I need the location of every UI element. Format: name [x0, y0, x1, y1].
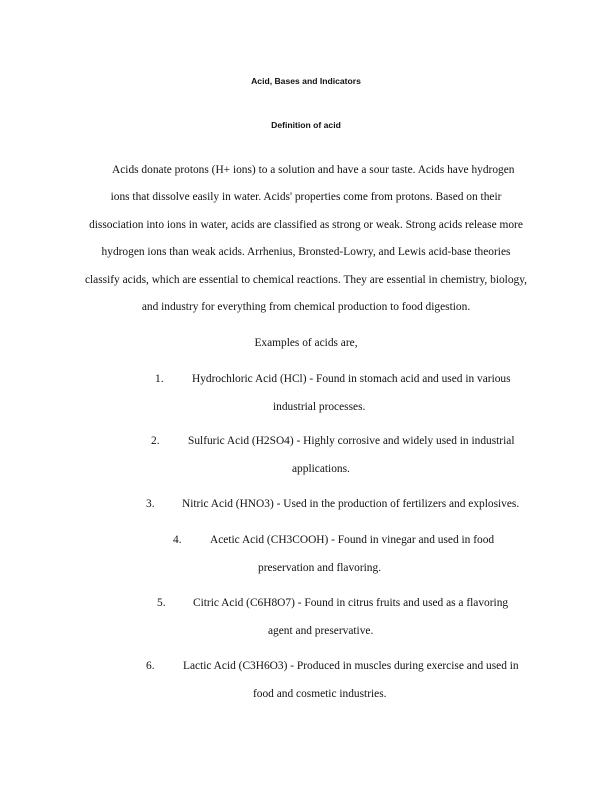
list-text-cont: preservation and flavoring.: [258, 562, 382, 574]
list-text-cont: food and cosmetic industries.: [253, 688, 387, 700]
list-number: 6.: [146, 660, 155, 672]
paragraph-line: dissociation into ions in water, acids are classified as strong or weak. Strong acids release more: [89, 219, 523, 231]
paragraph-line: and industry for everything from chemical production to food digestion.: [141, 301, 471, 313]
list-text: Lactic Acid (C3H6O3) - Produced in muscles during exercise and used in: [183, 660, 519, 672]
list-text-cont: applications.: [292, 463, 350, 475]
list-text: Sulfuric Acid (H2SO4) - Highly corrosive and widely used in industrial: [188, 435, 515, 447]
list-text: Nitric Acid (HNO3) - Used in the production of fertilizers and explosives.: [182, 498, 520, 510]
list-text: Hydrochloric Acid (HCl) - Found in stomach acid and used in various: [192, 373, 511, 385]
list-text-cont: agent and preservative.: [268, 625, 374, 637]
list-number: 2.: [151, 435, 160, 447]
list-number: 1.: [155, 373, 164, 385]
paragraph-line: ions that dissolve easily in water. Acids' properties come from protons. Based on their: [110, 191, 502, 203]
list-number: 4.: [173, 534, 182, 546]
list-number: 5.: [157, 597, 166, 609]
examples-intro: Examples of acids are,: [254, 337, 358, 349]
list-text: Citric Acid (C6H8O7) - Found in citrus fruits and used as a flavoring: [193, 597, 509, 609]
list-text-cont: industrial processes.: [273, 401, 366, 413]
paragraph-line: classify acids, which are essential to chemical reactions. They are essential in chemistry, biology,: [84, 274, 528, 286]
document-title: Acid, Bases and Indicators: [251, 76, 361, 86]
paragraph-line: Acids donate protons (H+ ions) to a solution and have a sour taste. Acids have hydrogen: [112, 164, 515, 176]
section-heading: Definition of acid: [271, 120, 341, 130]
list-number: 3.: [146, 498, 155, 510]
list-text: Acetic Acid (CH3COOH) - Found in vinegar and used in food: [210, 534, 495, 546]
paragraph-line: hydrogen ions than weak acids. Arrhenius, Bronsted-Lowry, and Lewis acid-base theories: [101, 246, 511, 258]
